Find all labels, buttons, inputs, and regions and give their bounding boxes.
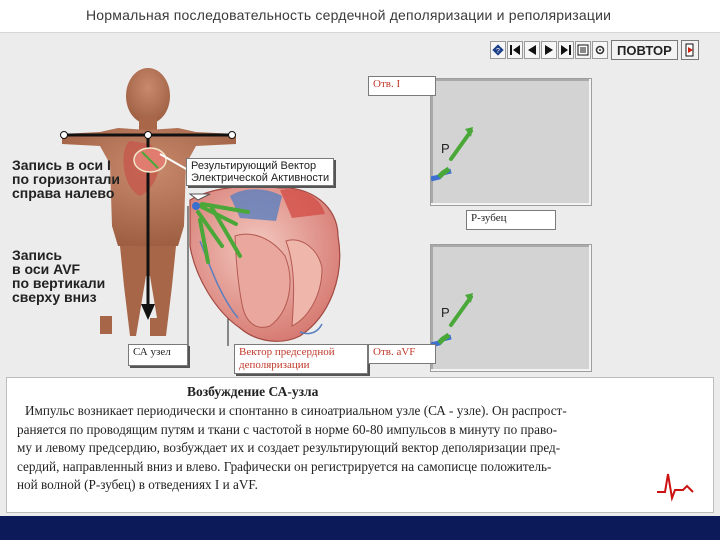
exit-door-icon [684, 43, 696, 57]
ecg-trace-lead-i [431, 79, 591, 205]
p-wave-letter-lead-i: P [441, 141, 450, 156]
large-heart-diagram [190, 186, 340, 341]
settings-button[interactable] [592, 41, 608, 59]
atrial-vector-label: Вектор предсердной деполяризации [234, 344, 368, 374]
axis-avf-description: Запись в оси AVF по вертикали сверху вниз [12, 247, 106, 305]
window-title: Нормальная последовательность сердечной деполяризации и реполяризации [86, 7, 612, 23]
diamond-help-icon [492, 44, 504, 56]
exit-button[interactable] [681, 40, 699, 60]
axis-i-description: Запись в оси I по горизонтали справа налево [12, 157, 121, 201]
ecg-panel-lead-i [430, 78, 592, 206]
section-heading: Возбуждение СА-узла [187, 384, 319, 399]
sa-node-marker [192, 202, 200, 210]
ecg-panel-lead-avf [430, 244, 592, 372]
svg-text:?: ? [496, 48, 500, 55]
list-icon [577, 44, 589, 56]
p-wave-letter-lead-avf: P [441, 305, 450, 320]
skip-first-icon [509, 44, 521, 56]
last-button[interactable] [558, 41, 574, 59]
prev-button[interactable] [524, 41, 540, 59]
ecg-trace-lead-avf [431, 245, 591, 371]
prev-icon [526, 44, 538, 56]
next-button[interactable] [541, 41, 557, 59]
help-button[interactable] [490, 41, 506, 59]
first-button[interactable] [507, 41, 523, 59]
contents-button[interactable] [575, 41, 591, 59]
lead-avf-label: Отв. aVF [368, 344, 436, 364]
title-bar [0, 0, 720, 33]
navigation-toolbar [490, 38, 699, 62]
tools-icon [594, 44, 606, 56]
resultant-vector-label: Результирующий Вектор Электрической Активности [186, 158, 334, 186]
ecg-logo-icon [655, 470, 695, 502]
bottom-bar [0, 516, 720, 540]
lead-i-label: Отв. I [368, 76, 436, 96]
skip-last-icon [560, 44, 572, 56]
next-icon [543, 44, 555, 56]
description-panel [6, 377, 714, 513]
p-wave-label: Р-зубец [466, 210, 556, 230]
sa-node-label: СА узел [128, 344, 188, 366]
small-heart [134, 148, 166, 172]
description-text: Импульс возникает периодически и спонтанно в синоатриальном узле (СА - узле). Он распрост- раняется по проводящим путям и ткани с частотой в норме 60-80 импульсов в минуту по право- му и левому предсердию, возбуждает их и создает результирующий вектор деполяризации пред- сердий, направленный вниз и влево. Графически он регистрируется на самописце положитель- ной волной (Р-зубец) в отведениях I и aVF. [17, 403, 567, 492]
repeat-button[interactable]: ПОВТОР [611, 40, 678, 60]
